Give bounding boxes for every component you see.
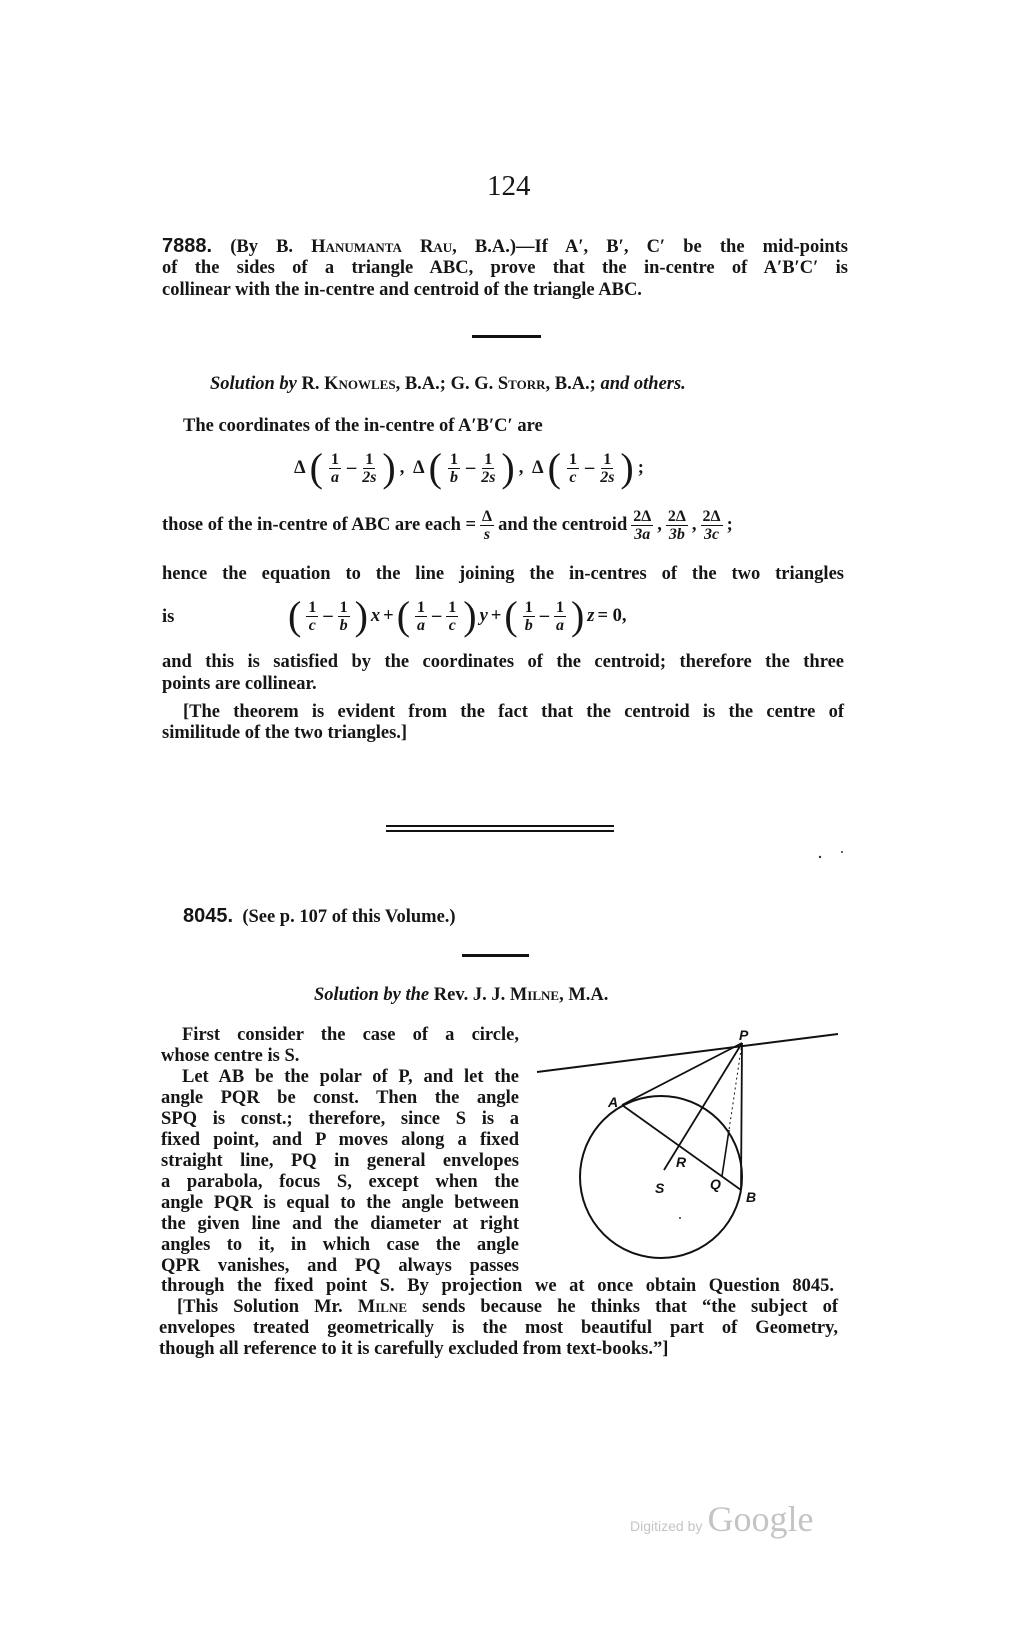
text: R. xyxy=(301,374,325,394)
delta: Δ xyxy=(532,457,544,478)
text-line: QPR vanishes, and PQ always passes xyxy=(161,1256,519,1276)
num: 1 xyxy=(308,598,317,616)
label-R: R xyxy=(676,1154,687,1170)
den: b xyxy=(449,468,458,486)
den: s xyxy=(483,526,491,543)
paren: ) xyxy=(354,593,368,638)
watermark-logo: Google xyxy=(707,1499,814,1539)
paren: ) xyxy=(501,445,515,490)
delta: Δ xyxy=(294,457,306,478)
text-satisfied-2: points are collinear. xyxy=(162,674,317,694)
line-PQ xyxy=(722,1130,729,1176)
q7888-line-3: collinear with the in-centre and centroid of the triangle ABC. xyxy=(162,280,642,300)
polar-AB xyxy=(622,1105,741,1190)
text-line: straight line, PQ in general envelopes xyxy=(161,1151,519,1171)
text: sends because he thinks that “the subject of xyxy=(407,1297,838,1317)
variable: y xyxy=(479,605,488,626)
question-number: 7888. xyxy=(162,235,213,257)
den: c xyxy=(569,468,577,486)
den: 3c xyxy=(704,526,720,543)
num: 1 xyxy=(339,598,348,616)
paren: ( xyxy=(309,445,323,490)
text-line: Let AB be the polar of P, and let the xyxy=(182,1067,519,1087)
den: 2s xyxy=(600,468,615,486)
text-line: angle PQR is equal to the angle between xyxy=(161,1193,519,1213)
label-S: S xyxy=(655,1180,665,1196)
label-B: B xyxy=(746,1189,757,1205)
equation-end: = 0, xyxy=(597,605,627,626)
text-coordinates: The coordinates of the in-centre of A′B′C′ are xyxy=(183,416,543,436)
question-number: 8045. xyxy=(183,905,234,927)
author-name: Hanumanta Rau xyxy=(311,237,453,257)
text-satisfied-1: and this is satisfied by the coordinates of the centroid; therefore the three xyxy=(162,652,844,672)
line-PS xyxy=(664,1043,742,1170)
and-others: and others. xyxy=(600,374,686,394)
text-line: angle PQR be const. Then the angle xyxy=(161,1088,519,1108)
speck xyxy=(819,856,821,858)
text: (By B. xyxy=(230,237,312,257)
den: a xyxy=(330,468,339,486)
text-line: First consider the case of a circle, xyxy=(182,1025,519,1045)
den: a xyxy=(555,616,564,634)
text-line: a parabola, focus S, except when the xyxy=(161,1172,519,1192)
label-P: P xyxy=(739,1027,749,1043)
num: 1 xyxy=(365,450,374,468)
text-theorem-2: similitude of the two triangles.] xyxy=(162,723,408,743)
paren: ( xyxy=(504,593,518,638)
text-note-2: envelopes treated geometrically is the most beautiful part of Geometry, xyxy=(159,1318,838,1338)
num: 2Δ xyxy=(667,508,686,525)
speck xyxy=(679,1217,681,1219)
line-equation: ( $\frac{1}{c}$ – $\frac{1}{b}$ ) x + ( $\frac{1}{a}$ – $\frac{1}{c}$ ) y + ( $\frac{1}{b}$ – $\frac{1}{a}$ ) z = 0, xyxy=(288,593,627,638)
variable: x xyxy=(370,605,381,626)
variable: z xyxy=(587,605,595,626)
num: Δ xyxy=(482,508,493,525)
text: , B.A.)—If A′, B′, C′ be the mid-points xyxy=(452,237,849,257)
label-Q: Q xyxy=(710,1176,721,1192)
num: 2Δ xyxy=(702,508,721,525)
q7888-line-2: of the sides of a triangle ABC, prove that the in-centre of A′B′C′ is xyxy=(162,258,848,278)
den: b xyxy=(524,616,533,634)
fixed-line xyxy=(537,1034,838,1072)
text-line: SPQ is const.; therefore, since S is a xyxy=(161,1109,519,1129)
num: 1 xyxy=(568,450,577,468)
text: Rev. J. J. xyxy=(433,985,510,1005)
question-reference: (See p. 107 of this Volume.) xyxy=(242,907,456,927)
num: 1 xyxy=(417,598,426,616)
num: 1 xyxy=(449,450,458,468)
text: those of the in-centre of ABC are each = xyxy=(162,515,477,535)
text-projection: through the fixed point S. By projection we at once obtain Question 8045. xyxy=(161,1276,834,1296)
den: 3b xyxy=(668,526,685,543)
num: 1 xyxy=(330,450,339,468)
paren: ( xyxy=(396,593,411,638)
den: 2s xyxy=(362,468,377,486)
text-theorem-1: [The theorem is evident from the fact that the centroid is the centre of xyxy=(183,702,844,722)
speck xyxy=(841,851,843,853)
page-number: 124 xyxy=(487,170,531,202)
solver-name: Milne xyxy=(357,1297,408,1317)
paren: ) xyxy=(620,445,634,490)
text: , B.A.; xyxy=(545,374,596,394)
text-incentre-abc: those of the in-centre of ABC are each = $\frac{\Delta}{s}$ and the centroid $\frac{2\Delta}{3a}$ , $\frac{2\Delta}{3b}$ , $\frac{2\Delta}{3c}$ ; xyxy=(162,508,733,543)
num: 1 xyxy=(555,598,564,616)
text: , B.A.; G. G. xyxy=(395,374,498,394)
solution-by: Solution by xyxy=(210,374,297,394)
num: 1 xyxy=(524,598,533,616)
solver-name: Storr xyxy=(497,374,546,394)
delta: Δ xyxy=(413,457,425,478)
den: a xyxy=(417,616,426,634)
text-line: whose centre is S. xyxy=(161,1046,300,1066)
paren: ( xyxy=(288,593,302,638)
num: 1 xyxy=(484,450,493,468)
text: and the centroid xyxy=(498,515,628,535)
text-line: the given line and the diameter at right xyxy=(161,1214,519,1234)
den: 3a xyxy=(634,526,651,543)
incentre-coordinates: Δ ( $\frac{1}{a}$ – $\frac{1}{2s}$ ) , Δ ( $\frac{1}{b}$ – $\frac{1}{2s}$ ) , Δ ( $\frac{1}{c}$ – $\frac{1}{2s}$ ) ; xyxy=(294,445,644,490)
text-is: is xyxy=(162,607,175,627)
solver-name: Knowles xyxy=(324,374,396,394)
num: 1 xyxy=(448,598,457,616)
num: 1 xyxy=(603,450,612,468)
num: 2Δ xyxy=(633,508,652,525)
text-line: angles to it, in which case the angle xyxy=(161,1235,519,1255)
watermark-prefix: Digitized by xyxy=(630,1518,703,1534)
paren: ( xyxy=(428,445,442,490)
solver-name: Milne xyxy=(509,985,560,1005)
text-note-1 xyxy=(177,1297,838,1318)
text-note-3: though all reference to it is carefully excluded from text-books.”] xyxy=(159,1339,669,1359)
text: [This Solution Mr. xyxy=(177,1297,358,1317)
den: c xyxy=(308,616,316,634)
paren: ( xyxy=(547,445,561,490)
den: c xyxy=(448,616,456,634)
line-PB xyxy=(741,1043,742,1190)
paren: ) xyxy=(463,593,477,638)
label-A: A xyxy=(608,1094,619,1110)
google-watermark xyxy=(630,1498,814,1540)
den: b xyxy=(339,616,348,634)
paren: ) xyxy=(570,593,585,638)
text: , M.A. xyxy=(559,985,609,1005)
paren: ) xyxy=(382,445,396,490)
text-hence: hence the equation to the line joining the in-centres of the two triangles xyxy=(162,564,844,584)
text-line: fixed point, and P moves along a fixed xyxy=(161,1130,519,1150)
den: 2s xyxy=(481,468,496,486)
solution-by: Solution by the xyxy=(314,985,430,1005)
line-PQ-dotted xyxy=(729,1043,742,1130)
